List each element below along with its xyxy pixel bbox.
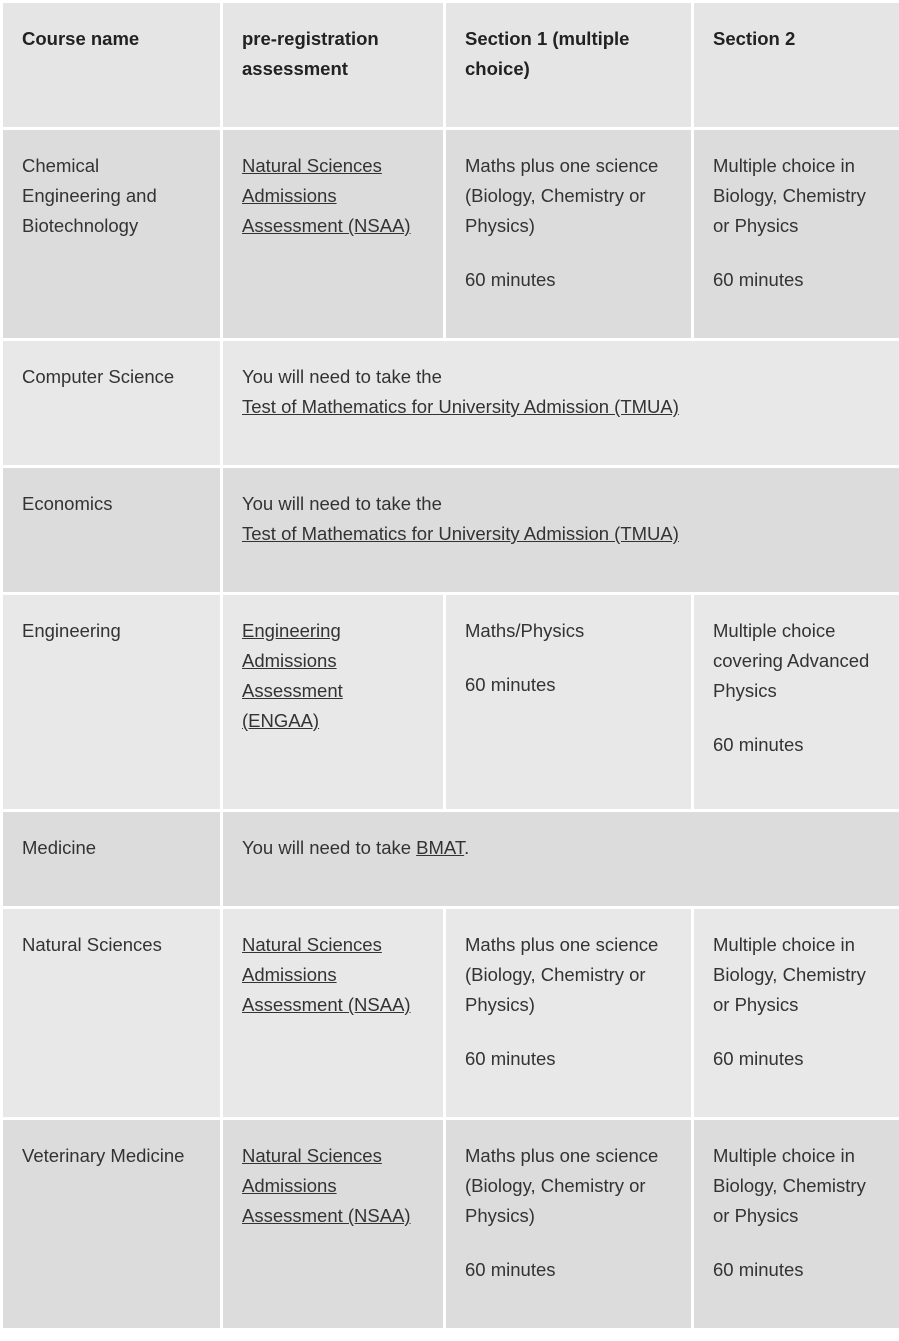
section-2-description: Multiple choice in Biology, Chemistry or Physics — [713, 155, 866, 236]
section-2-duration: 60 minutes — [713, 734, 804, 755]
table-row — [3, 909, 899, 1117]
section-1-cell — [446, 1120, 691, 1328]
section-1-cell — [446, 130, 691, 338]
assessment-link[interactable]: Natural Sciences Admissions Assessment (NSAA) — [242, 934, 411, 1015]
section-2-cell — [694, 1120, 899, 1328]
header-course-name: Course name — [3, 3, 220, 127]
section-2-cell — [694, 909, 899, 1117]
table-row — [3, 812, 899, 906]
section-2-description: Multiple choice in Biology, Chemistry or Physics — [713, 934, 866, 1015]
course-name-cell: Veterinary Medicine — [3, 1120, 220, 1328]
section-1-cell — [446, 909, 691, 1117]
section-1-duration: 60 minutes — [465, 269, 556, 290]
header-assessment: pre-registration assessment — [223, 3, 443, 127]
table-row — [3, 341, 899, 465]
assessment-note-suffix: . — [464, 837, 470, 858]
section-1-duration: 60 minutes — [465, 1259, 556, 1280]
assessment-note-prefix: You will need to take the — [242, 366, 442, 387]
section-1-duration: 60 minutes — [465, 1048, 556, 1069]
section-1-cell — [446, 595, 691, 809]
table-row — [3, 1120, 899, 1328]
assessment-link[interactable]: Natural Sciences Admissions Assessment (NSAA) — [242, 155, 411, 236]
assessment-note-cell — [223, 468, 899, 592]
assessment-cell — [223, 130, 443, 338]
section-2-duration: 60 minutes — [713, 1048, 804, 1069]
course-name-cell: Chemical Engineering and Biotechnology — [3, 130, 220, 338]
section-2-description: Multiple choice covering Advanced Physics — [713, 620, 870, 701]
header-section-1: Section 1 (multiple choice) — [446, 3, 691, 127]
table-row — [3, 595, 899, 809]
assessment-note-prefix: You will need to take — [242, 837, 417, 858]
course-name-cell: Natural Sciences — [3, 909, 220, 1117]
section-2-duration: 60 minutes — [713, 269, 804, 290]
table-row — [3, 468, 899, 592]
section-1-description: Maths plus one science (Biology, Chemistry or Physics) — [465, 155, 659, 236]
table-row — [3, 130, 899, 338]
section-2-cell — [694, 130, 899, 338]
assessment-link[interactable]: Engineering Admissions Assessment (ENGAA) — [242, 620, 343, 731]
assessment-cell — [223, 909, 443, 1117]
assessment-cell — [223, 595, 443, 809]
course-name-cell: Engineering — [3, 595, 220, 809]
assessment-note-cell — [223, 812, 899, 906]
section-2-cell — [694, 595, 899, 809]
section-2-description: Multiple choice in Biology, Chemistry or Physics — [713, 1145, 866, 1226]
header-section-2: Section 2 — [694, 3, 899, 127]
tmua-link[interactable]: Test of Mathematics for University Admission (TMUA) — [242, 523, 679, 544]
course-name-cell: Medicine — [3, 812, 220, 906]
course-name-cell: Economics — [3, 468, 220, 592]
course-name-cell: Computer Science — [3, 341, 220, 465]
tmua-link[interactable]: Test of Mathematics for University Admission (TMUA) — [242, 396, 679, 417]
assessment-note-prefix: You will need to take the — [242, 493, 442, 514]
table-header-row — [3, 3, 899, 127]
bmat-link[interactable]: BMAT — [416, 837, 465, 858]
section-1-description: Maths plus one science (Biology, Chemistry or Physics) — [465, 1145, 659, 1226]
section-2-duration: 60 minutes — [713, 1259, 804, 1280]
section-1-description: Maths plus one science (Biology, Chemistry or Physics) — [465, 934, 659, 1015]
section-1-duration: 60 minutes — [465, 674, 556, 695]
assessment-note-cell — [223, 341, 899, 465]
assessment-link[interactable]: Natural Sciences Admissions Assessment (NSAA) — [242, 1145, 411, 1226]
section-1-description: Maths/Physics — [465, 620, 585, 641]
assessment-cell — [223, 1120, 443, 1328]
